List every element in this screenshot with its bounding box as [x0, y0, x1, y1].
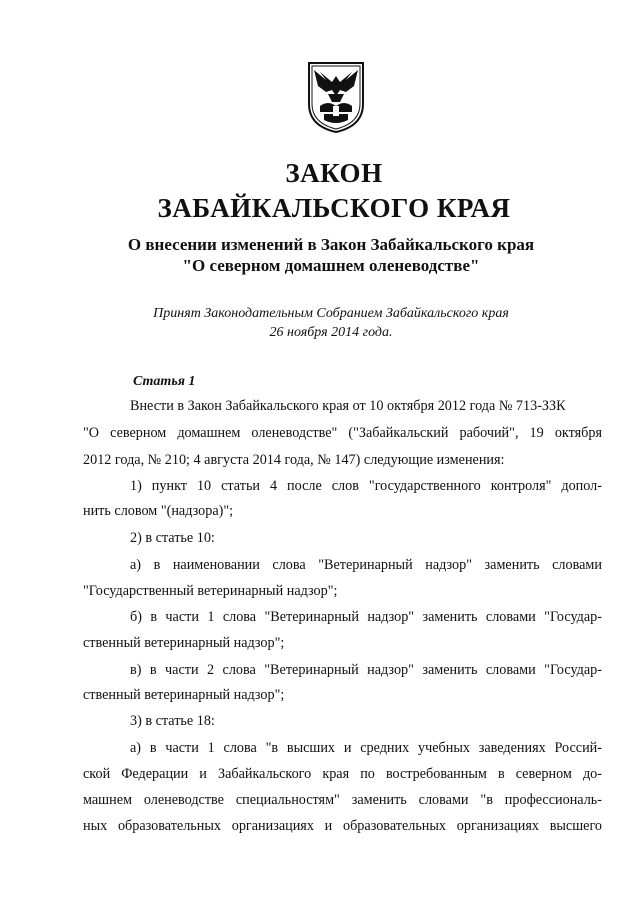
- body-line: ственный ветеринарный надзор";: [83, 635, 285, 651]
- document-title-line-2: ЗАБАЙКАЛЬСКОГО КРАЯ: [157, 193, 511, 223]
- body-line: а) в части 1 слова "в высших и средних учебных заведениях Россий-: [130, 740, 602, 756]
- article-heading: Статья 1: [133, 374, 196, 389]
- body-line: машнем оленеводстве специальностям" заменить словами "в профессиональ-: [83, 792, 602, 808]
- document-title-line-1: ЗАКОН: [285, 158, 383, 188]
- body-line: 3) в статье 18:: [130, 713, 215, 729]
- body-line: ных образовательных организациях и образовательных организациях высшего: [83, 818, 602, 834]
- body-line: 2012 года, № 210; 4 августа 2014 года, № 147) следующие изменения:: [83, 452, 505, 468]
- document-subtitle-line-2: "О северном домашнем оленеводстве": [182, 256, 480, 275]
- adoption-note-line-2: 26 ноября 2014 года.: [269, 325, 393, 340]
- document-subtitle-line-1: О внесении изменений в Закон Забайкальского края: [127, 235, 535, 254]
- body-line: нить словом "(надзора)";: [83, 503, 234, 519]
- body-line: а) в наименовании слова "Ветеринарный надзор" заменить словами: [130, 557, 602, 573]
- body-line: Внести в Закон Забайкальского края от 10 октября 2012 года № 713-ЗЗК: [130, 398, 566, 414]
- body-line: "Государственный ветеринарный надзор";: [83, 583, 338, 599]
- adoption-note-line-1: Принят Законодательным Собранием Забайкальского края: [153, 306, 509, 321]
- body-line: 2) в статье 10:: [130, 530, 215, 546]
- body-line: ственный ветеринарный надзор";: [83, 687, 285, 703]
- body-line: в) в части 2 слова "Ветеринарный надзор" заменить словами "Государ-: [130, 662, 602, 678]
- body-line: 1) пункт 10 статьи 4 после слов "государственного контроля" допол-: [130, 478, 602, 494]
- body-line: ской Федерации и Забайкальского края по востребованным в северном до-: [83, 766, 602, 782]
- body-line: "О северном домашнем оленеводстве" ("Забайкальский рабочий", 19 октября: [83, 425, 602, 441]
- body-line: б) в части 1 слова "Ветеринарный надзор" заменить словами "Государ-: [130, 609, 602, 625]
- coat-of-arms-icon: [306, 60, 366, 134]
